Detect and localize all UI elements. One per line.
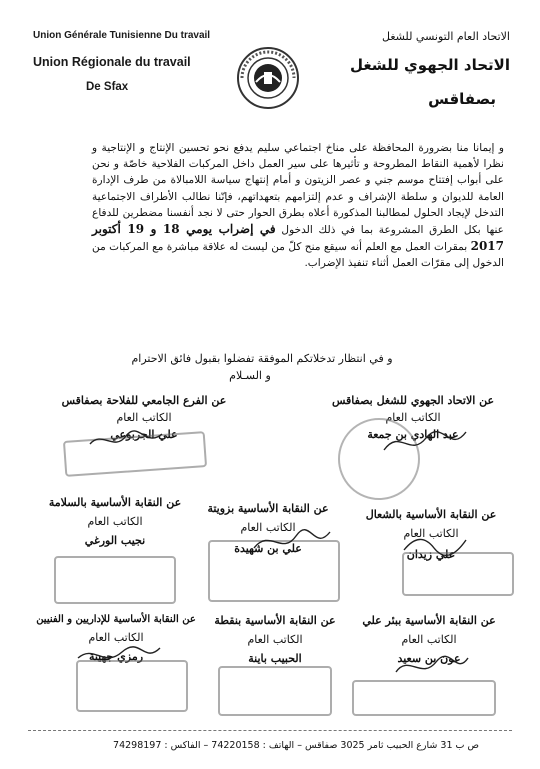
signature-block xyxy=(200,614,350,665)
signature-org: عن النقابة الأساسية ببئر علي xyxy=(362,614,496,627)
handwritten-signature xyxy=(400,530,470,560)
signature-org: عن النقابة الأساسية بزويتة xyxy=(207,502,329,515)
paragraph-main: و إيمانا منا بضرورة المحافظة على مناخ اجتماعي سليم يدفع نحو تحسين الإنتاج و الإنتاجية و نظرا لأهمية النقاط المطروحة و تأثيرها على سير العمل داخل المركبات الفلاحية خاصّة و نحن على أبواب إفتتاح موسم جني و عصر الزيتون و أمام إنتهاج سياسة اللامبالاة من طرف الإدارة العامة للديوان و سلطة الإشراف و عدم إلتزامهم بتعهداتهم، فإنّنا نطالب الأطراف الاجتماعية التدخل لإيجاد الحلول لمطالبنا المذكورة أعلاه بطرق الحوار حتى لا نجد أنفسنا مضطرين للدفاع عنها بكل الطرق المشروعة بما في ذلك الدخول xyxy=(92,142,504,237)
signature-title: الكاتب العام xyxy=(401,633,457,646)
paragraph-rest: بمقرات العمل مع العلم أنه سيقع منح كلّ من ليست له علاقة مباشرة مع المركبات من الدخول إلى مقرّات العمل أثناء تنفيذ الإضراب. xyxy=(92,241,504,270)
signature-org: عن النقابة الأساسية للإداريين و الفنيين xyxy=(36,614,196,625)
header-ar-line2: الاتحاد الجهوي للشغل xyxy=(349,56,510,74)
closing-line-1: و في انتظار تدخلاتكم الموفقة تفضلوا بقبول فائق الاحترام xyxy=(131,352,393,365)
body-paragraph xyxy=(92,140,504,272)
rectangular-stamp xyxy=(218,666,332,716)
signature-name: علي الجربوعي xyxy=(110,428,178,441)
strike-dates: في إضراب يومي 18 و 19 أكتوبر 2017 xyxy=(92,222,504,254)
signature-name: الحبيب باينة xyxy=(248,652,302,665)
handwritten-signature xyxy=(380,424,470,460)
closing-line-2: و السـلام xyxy=(229,369,271,382)
signature-title: الكاتب العام xyxy=(403,527,459,540)
handwritten-signature xyxy=(252,526,332,556)
signature-org: عن الاتحاد الجهوي للشغل بصفاقس xyxy=(331,394,495,407)
header-ar-line1: الاتحاد العام التونسي للشغل xyxy=(381,30,510,43)
signature-title: الكاتب العام xyxy=(116,411,172,424)
signature-name: نجيب الورغي xyxy=(84,534,146,547)
signature-name: علي زيدان xyxy=(406,548,456,561)
footer-rule xyxy=(28,730,512,731)
header-fr-line1: Union Générale Tunisienne Du travail xyxy=(33,30,211,41)
handwritten-signature xyxy=(392,650,472,680)
signature-block xyxy=(30,496,200,547)
rectangular-stamp xyxy=(54,556,176,604)
signature-org: عن النقابة الأساسية بنقطة xyxy=(214,614,336,627)
signature-title: الكاتب العام xyxy=(247,633,303,646)
header-ar-line3: بصفاقس xyxy=(428,90,496,108)
ugtt-logo xyxy=(236,46,300,110)
signature-org: عن النقابة الأساسية بالشعال xyxy=(365,508,497,521)
signature-name: رمزي جهينة xyxy=(88,650,144,663)
header-fr-line2: Union Régionale du travail xyxy=(33,55,191,69)
signature-name: عون بن سعيد xyxy=(397,652,461,665)
signature-name: عبد الهادي بن جمعة xyxy=(367,428,459,441)
signature-org: عن الفرع الجامعي للفلاحة بصفاقس xyxy=(61,394,227,407)
handwritten-signature xyxy=(86,424,166,454)
handwritten-signature xyxy=(74,640,164,670)
signature-org: عن النقابة الأساسية بالسلامة xyxy=(48,496,182,509)
signature-title: الكاتب العام xyxy=(88,631,144,644)
signature-title: الكاتب العام xyxy=(87,515,143,528)
signature-name: علي بن شهيدة xyxy=(234,542,302,555)
footer-contact: ص ب 31 شارع الحبيب ثامر 3025 صفاقس – الهاتف : 74220158 – الفاكس : 74298197 xyxy=(113,740,479,751)
header-fr-line3: De Sfax xyxy=(86,81,129,93)
rectangular-stamp xyxy=(352,680,496,716)
signature-title: الكاتب العام xyxy=(240,521,296,534)
signature-title: الكاتب العام xyxy=(385,411,441,424)
